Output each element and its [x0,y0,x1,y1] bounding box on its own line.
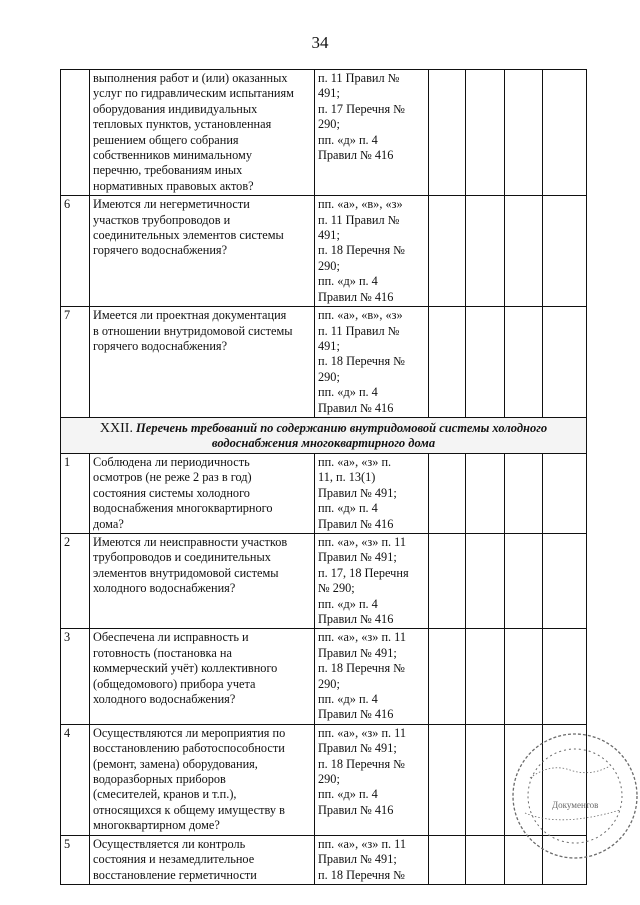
answer-cell [466,307,505,418]
reference-line: Правил № 416 [318,707,394,722]
reference-line: пп. «д» п. 4 [318,787,378,802]
question-cell [90,196,315,307]
answer-cell [543,307,587,418]
reference-cell [315,196,429,307]
question-line: тепловых пунктов, установленная [93,117,272,132]
question-line: многоквартирном доме? [93,818,220,833]
question-cell [90,70,315,196]
reference-line: 290; [318,258,340,273]
answer-cell [505,533,543,628]
question-line: оборудования индивидуальных [93,101,258,116]
question-cell [90,533,315,628]
reference-line: Правил № 491; [318,550,397,565]
answer-cell [429,196,466,307]
question-line: выполнения работ и (или) оказанных [93,71,288,85]
question-line: горячего водоснабжения? [93,338,228,353]
answer-cell [466,453,505,533]
reference-cell [315,724,429,835]
answer-cell [429,307,466,418]
reference-line: п. 18 Перечня № [318,661,405,676]
answer-cell [543,196,587,307]
question-line: Соблюдена ли периодичность [93,454,250,469]
question-line: горячего водоснабжения? [93,243,228,258]
answer-cell [543,70,587,196]
question-line: состояния и незамедлительное [93,852,255,867]
reference-line: Правил № 416 [318,148,394,163]
question-line: в отношении внутридомовой системы [93,323,293,338]
reference-cell [315,533,429,628]
reference-line: пп. «а», «з» п. [318,454,392,469]
question-line: (общедомового) прибора учета [93,676,256,691]
answer-cell [466,629,505,724]
section-title-line: водоснабжения многоквартирного дома [211,435,436,450]
reference-line: 290; [318,369,340,384]
table-row [61,533,587,628]
answer-cell [466,196,505,307]
reference-line: п. 11 Правил № [318,212,400,227]
question-cell [90,629,315,724]
answer-cell [505,70,543,196]
question-line: холодного водоснабжения? [93,581,236,596]
answer-cell [505,196,543,307]
question-line: холодного водоснабжения? [93,692,236,707]
reference-line: п. 11 Правил № [318,71,400,85]
answer-cell [429,629,466,724]
table-row [61,453,587,533]
table-row [61,196,587,307]
reference-line: пп. «д» п. 4 [318,596,378,611]
reference-cell [315,70,429,196]
reference-line: п. 18 Перечня № [318,354,405,369]
question-line: готовность (постановка на [93,645,232,660]
reference-line: п. 18 Перечня № [318,756,405,771]
question-line: водоснабжения многоквартирного [93,501,273,516]
reference-cell [315,629,429,724]
reference-line: п. 18 Перечня № [318,867,405,882]
reference-line: Правил № 416 [318,612,394,626]
reference-line: Правил № 491; [318,852,397,867]
answer-cell [466,533,505,628]
question-line: водоразборных приборов [93,772,226,787]
item-number: 6 [61,196,90,307]
official-stamp [490,718,640,868]
question-line: трубопроводов и соединительных [93,550,271,565]
reference-line: пп. «д» п. 4 [318,501,378,516]
reference-line: 290; [318,772,340,787]
question-line: собственников минимальному [93,148,252,163]
reference-cell [315,835,429,884]
question-line: восстановлению работоспособности [93,741,285,756]
reference-line: пп. «а», «з» п. 11 [318,534,407,549]
answer-cell [429,835,466,884]
question-line: восстановление герметичности [93,867,257,882]
reference-line: пп. «а», «з» п. 11 [318,836,407,851]
reference-line: Правил № 416 [318,400,394,415]
reference-line: 491; [318,228,340,243]
table-row [61,629,587,724]
item-number: 7 [61,307,90,418]
reference-line: 11, п. 13(1) [318,470,376,485]
question-line: коммерческий учёт) коллективного [93,661,278,676]
table-row [61,307,587,418]
question-line: Осуществляется ли контроль [93,836,246,851]
question-line: услуг по гидравлическим испытаниям [93,86,294,101]
question-line: Имеется ли проектная документация [93,308,287,323]
reference-line: пп. «д» п. 4 [318,274,378,289]
reference-line: п. 17, 18 Перечня [318,565,409,580]
page-number: 34 [311,33,329,52]
question-line: соединительных элементов системы [93,228,284,243]
reference-line: пп. «д» п. 4 [318,132,378,147]
reference-line: 290; [318,676,340,691]
answer-cell [505,629,543,724]
section-header-row [61,417,587,453]
reference-line: п. 17 Перечня № [318,101,405,116]
reference-line: п. 18 Перечня № [318,243,405,258]
answer-cell [505,307,543,418]
reference-line: Правил № 491; [318,741,397,756]
item-number: 5 [61,835,90,884]
reference-line: пп. «а», «з» п. 11 [318,725,407,740]
question-cell [90,835,315,884]
item-number: 2 [61,533,90,628]
question-line: состояния системы холодного [93,485,250,500]
question-line: перечню, требованиям иных [93,163,243,178]
item-number: 3 [61,629,90,724]
reference-cell [315,307,429,418]
question-line: Обеспечена ли исправность и [93,630,249,645]
reference-line: пп. «а», «з» п. 11 [318,630,407,645]
question-line: участков трубопроводов и [93,212,231,227]
question-line: относящихся к общему имуществу в [93,802,285,817]
question-cell [90,724,315,835]
reference-line: 290; [318,117,340,132]
stamp-label: Документов [552,800,599,810]
reference-line: Правил № 416 [318,289,394,304]
item-number: 1 [61,453,90,533]
reference-line: Правил № 491; [318,645,397,660]
answer-cell [543,533,587,628]
table-row [61,70,587,196]
reference-line: пп. «а», «в», «з» [318,308,403,323]
question-line: Имеются ли негерметичности [93,197,250,212]
answer-cell [543,629,587,724]
section-number: XXII. [99,420,133,436]
reference-line: Правил № 416 [318,516,394,531]
answer-cell [429,533,466,628]
reference-line: № 290; [318,581,355,596]
answer-cell [429,70,466,196]
answer-cell [466,70,505,196]
answer-cell [429,453,466,533]
reference-line: п. 11 Правил № [318,323,400,338]
answer-cell [543,453,587,533]
reference-line: пп. «д» п. 4 [318,692,378,707]
question-line: элементов внутридомовой системы [93,565,279,580]
reference-line: Правил № 491; [318,485,397,500]
question-line: Имеются ли неисправности участков [93,534,288,549]
question-line: дома? [93,516,124,531]
question-line: (ремонт, замена) оборудования, [93,756,258,771]
reference-cell [315,453,429,533]
reference-line: пп. «д» п. 4 [318,385,378,400]
question-line: нормативных правовых актов? [93,178,254,193]
reference-line: Правил № 416 [318,802,394,817]
question-line: (смесителей, кранов и т.п.), [93,787,237,802]
question-line: Осуществляются ли мероприятия по [93,725,286,740]
section-title-line: Перечень требований по содержанию внутридомовой системы холодного [136,420,548,435]
reference-line: пп. «а», «в», «з» [318,197,403,212]
item-number [61,70,90,196]
reference-line: 491; [318,338,340,353]
item-number: 4 [61,724,90,835]
question-line: решением общего собрания [93,132,239,147]
answer-cell [505,453,543,533]
reference-line: 491; [318,86,340,101]
question-line: осмотров (не реже 2 раз в год) [93,470,252,485]
answer-cell [429,724,466,835]
question-cell [90,307,315,418]
question-cell [90,453,315,533]
section-header [61,417,587,453]
